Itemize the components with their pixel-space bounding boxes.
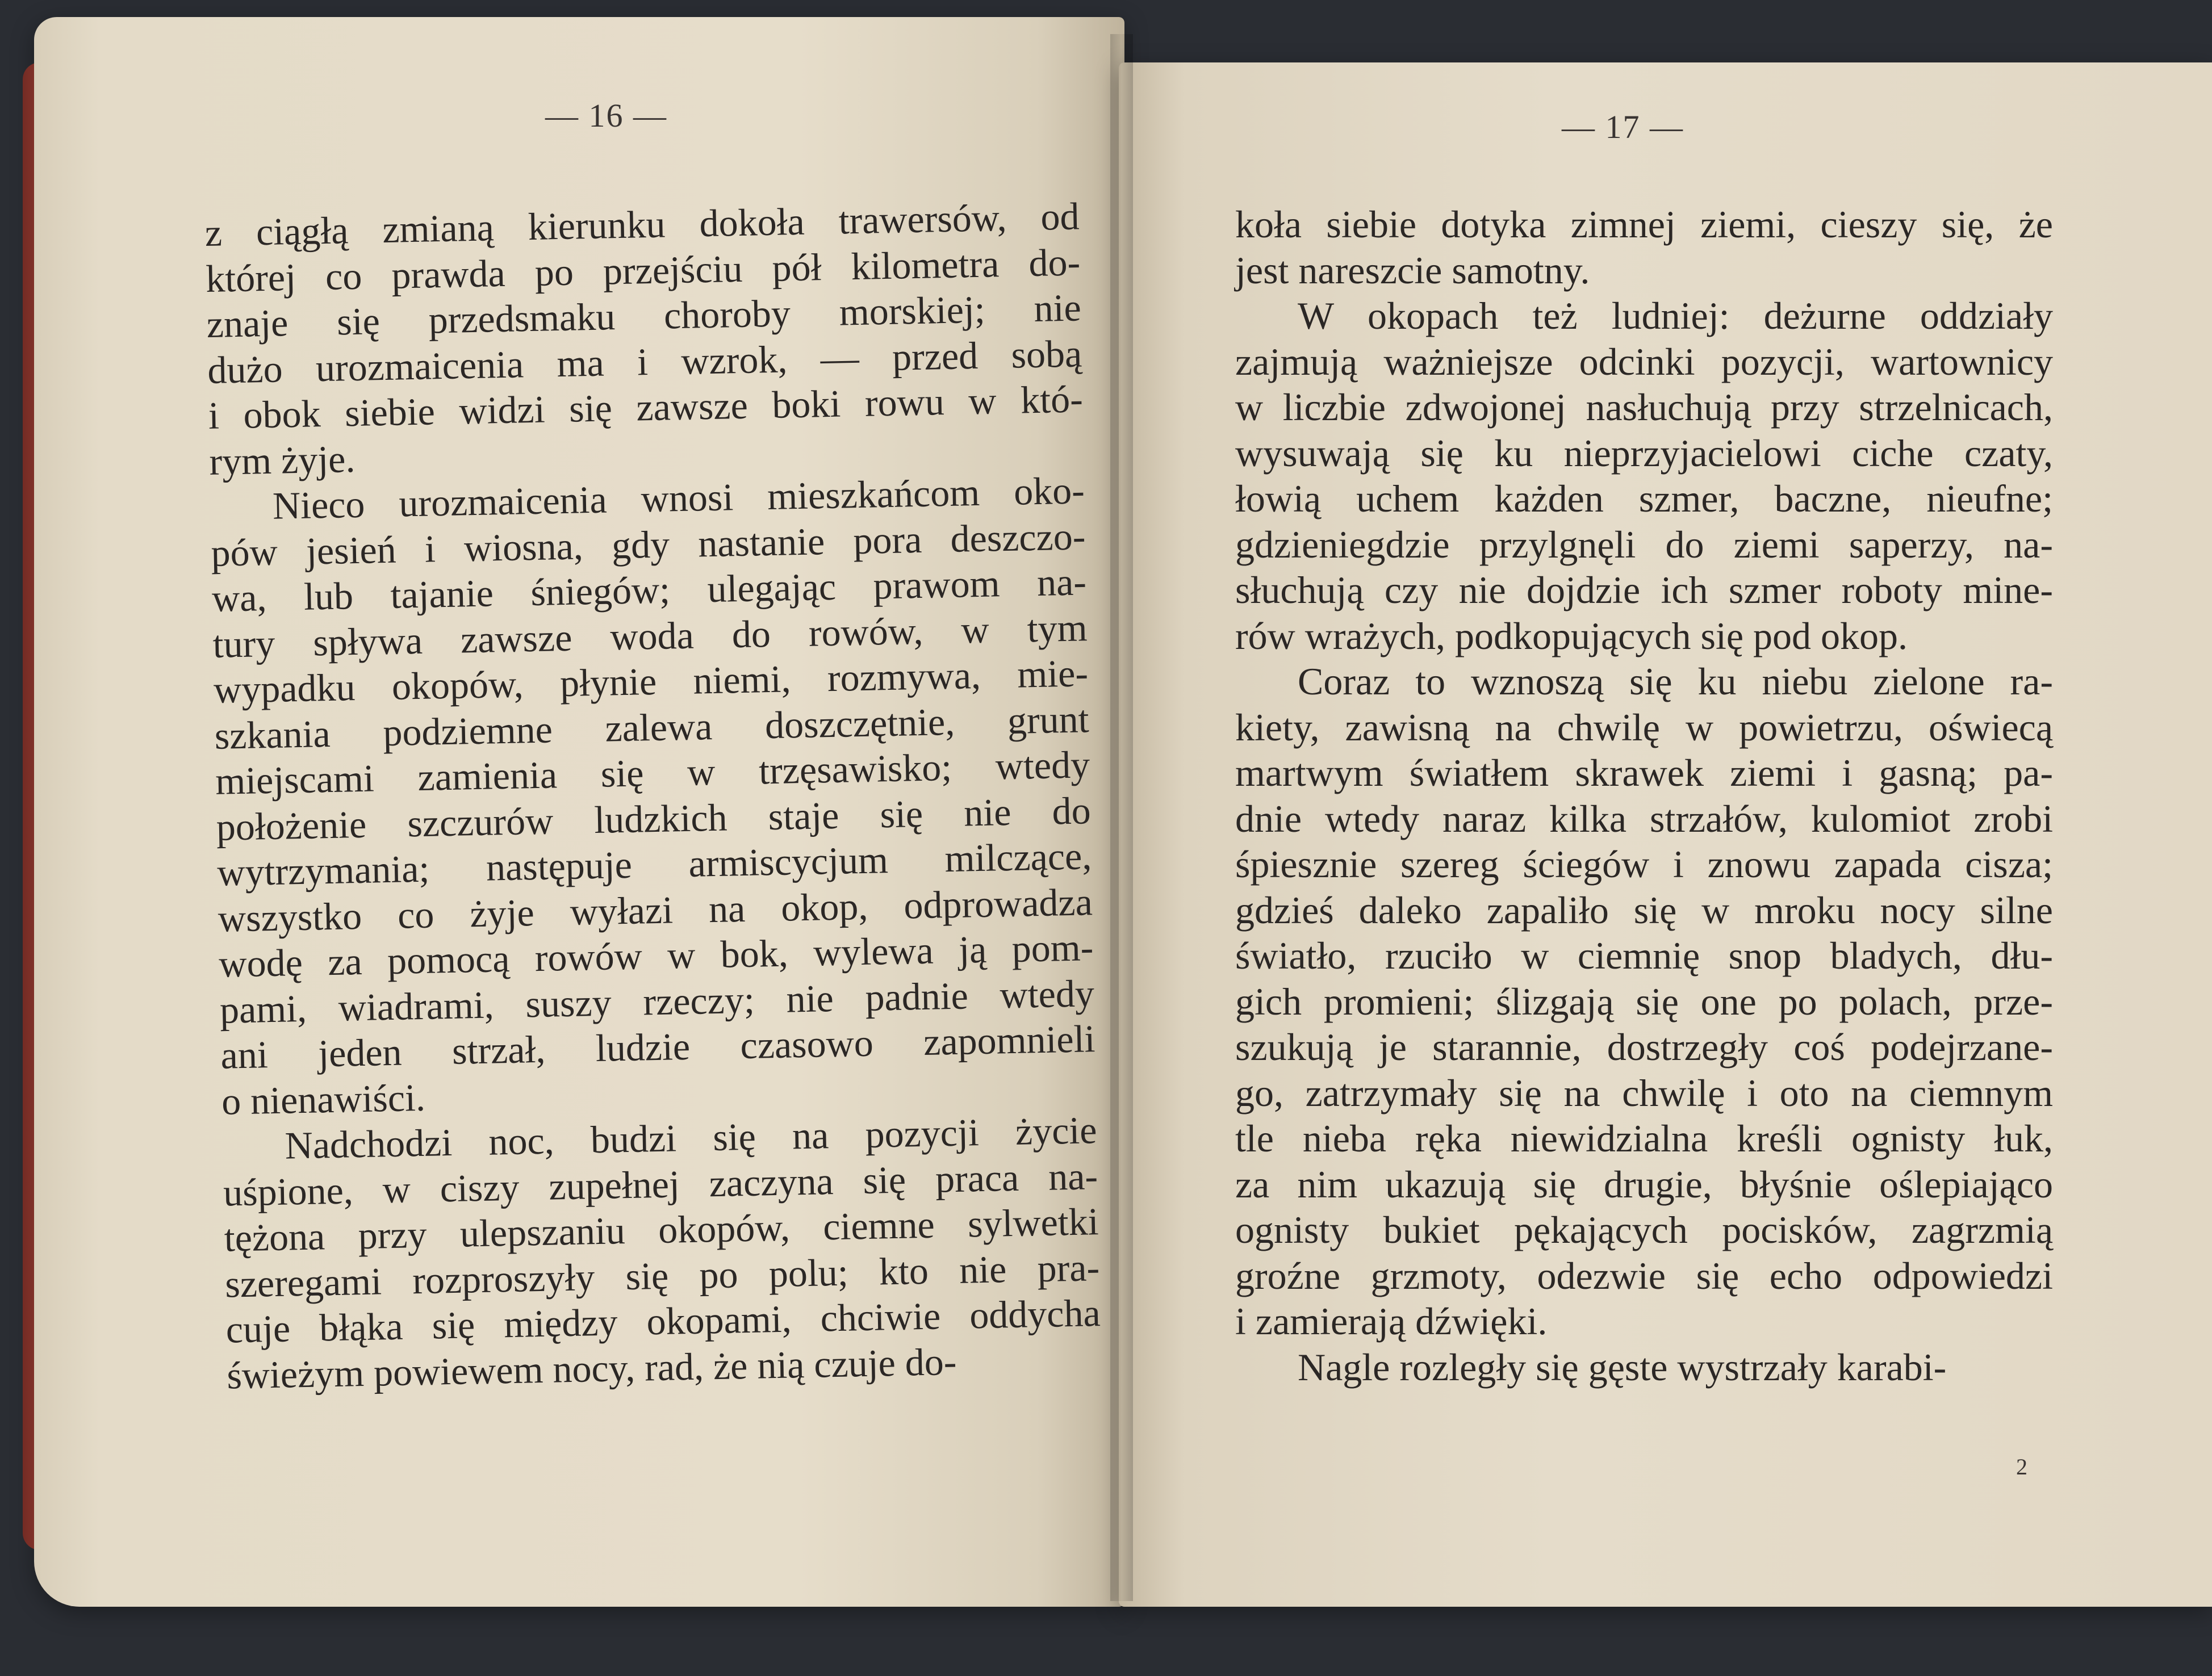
text-line: szkania podziemne zalewa doszczętnie, grunt xyxy=(214,697,1090,757)
text-line: szeregami rozproszyły się po polu; kto nie pra- xyxy=(224,1245,1100,1306)
paragraph xyxy=(204,193,1084,484)
text-line: za nim ukazują się drugie, błyśnie oślepiająco xyxy=(1235,1162,2053,1206)
text-line: tle nieba ręka niewidzialna kreśli ognisty łuk, xyxy=(1235,1117,2053,1160)
text-line: gdzieniegdzie przylgnęli do ziemi saperzy, na- xyxy=(1235,522,2053,566)
left-page-text xyxy=(204,193,1102,1398)
text-line: go, zatrzymały się na chwilę i oto na ciemnym xyxy=(1235,1071,2053,1114)
text-line: świeżym powiewem nocy, rad, że nią czuje do- xyxy=(226,1339,957,1397)
text-line: zajmują ważniejsze odcinki pozycji, wartownicy xyxy=(1235,340,2053,383)
text-line: jest nareszcie samotny. xyxy=(1235,248,1590,292)
paragraph xyxy=(210,467,1096,1124)
text-line: Nadchodzi noc, budzi się na pozycji życie xyxy=(284,1108,1098,1167)
text-line: wa, lub tajanie śniegów; ulegając prawom na- xyxy=(211,560,1087,620)
text-line: wodę za pomocą rowów w bok, wylewa ją pom- xyxy=(218,925,1094,986)
paragraph xyxy=(1235,293,2053,659)
text-line: wysuwają się ku nieprzyjacielowi ciche czaty, xyxy=(1235,431,2053,475)
text-line: światło, rzuciło w ciemnię snop bladych, dłu- xyxy=(1235,934,2053,977)
text-line: ognisty bukiet pękających pocisków, zagrzmią xyxy=(1235,1208,2053,1251)
text-line: położenie szczurów ludzkich staje się nie do xyxy=(216,788,1092,849)
text-line: Nieco urozmaicenia wnosi mieszkańcom oko- xyxy=(272,468,1085,527)
text-line: uśpione, w ciszy zupełnej zaczyna się praca na- xyxy=(223,1154,1098,1214)
text-line: której co prawda po przejściu pół kilometra do- xyxy=(205,240,1081,300)
text-line: pów jesień i wiosna, gdy nastanie pora deszczo- xyxy=(210,514,1086,575)
text-line: kiety, zawisną na chwilę w powietrzu, oświecą xyxy=(1235,705,2053,749)
text-line: z ciągłą zmianą kierunku dokoła trawersów, od xyxy=(204,194,1080,254)
right-page-text xyxy=(1235,202,2053,1390)
left-page xyxy=(34,17,1124,1607)
text-line: wytrzymania; następuje armiscycjum milczące, xyxy=(216,834,1092,894)
text-line: dużo urozmaicenia ma i wzrok, — przed sobą xyxy=(207,331,1082,392)
paragraph xyxy=(1235,1344,2053,1390)
text-line: martwym światłem skrawek ziemi i gasną; pa- xyxy=(1235,751,2053,794)
text-line: W okopach też ludniej: deżurne oddziały xyxy=(1298,294,2053,337)
paragraph xyxy=(1235,202,2053,293)
text-line: rów wrażych, podkopujących się pod okop. xyxy=(1235,614,1908,657)
text-line: znaje się przedsmaku choroby morskiej; nie xyxy=(206,286,1082,346)
paragraph xyxy=(1235,659,2053,1344)
text-line: i zamierają dźwięki. xyxy=(1235,1300,1548,1343)
page-number-left: — 16 — xyxy=(545,97,667,134)
text-line: pami, wiadrami, suszy rzeczy; nie padnie wtedy xyxy=(219,971,1095,1032)
text-line: tury spływa zawsze woda do rowów, w tym xyxy=(212,605,1088,666)
text-line: Nagle rozległy się gęste wystrzały karabi- xyxy=(1298,1345,1947,1389)
text-line: wszystko co żyje wyłazi na okop, odprowadza xyxy=(218,879,1093,940)
text-line: wypadku okopów, płynie niemi, rozmywa, mie- xyxy=(213,651,1089,711)
text-line: gich promieni; ślizgają się one po polach, prze- xyxy=(1235,979,2053,1023)
text-line: gdzieś daleko zapaliło się w mroku nocy silne xyxy=(1235,888,2053,932)
paragraph xyxy=(222,1107,1102,1398)
text-line: ani jeden strzał, ludzie czasowo zapomnieli xyxy=(220,1017,1096,1077)
text-line: i obok siebie widzi się zawsze boki rowu w któ- xyxy=(208,377,1084,437)
text-line: cuje błąka się między okopami, chciwie oddycha xyxy=(225,1291,1101,1351)
text-line: koła siebie dotyka zimnej ziemi, cieszy się, że xyxy=(1235,203,2053,246)
text-line: dnie wtedy naraz kilka strzałów, kulomiot zrobi xyxy=(1235,797,2053,840)
text-line: słuchują czy nie dojdzie ich szmer roboty mine- xyxy=(1235,568,2053,611)
text-line: groźne grzmoty, odezwie się echo odpowiedzi xyxy=(1235,1254,2053,1297)
text-line: Coraz to wznoszą się ku niebu zielone ra- xyxy=(1298,660,2053,703)
signature-mark: 2 xyxy=(2016,1454,2027,1480)
page-number-right: — 17 — xyxy=(1562,108,1684,145)
book-gutter xyxy=(1110,34,1133,1601)
text-line: rym żyje. xyxy=(208,437,356,483)
text-line: miejscami zamienia się w trzęsawisko; wtedy xyxy=(215,743,1090,803)
text-line: w liczbie zdwojonej nasłuchują przy strzelnicach, xyxy=(1235,386,2053,429)
text-line: łowią uchem każden szmer, baczne, nieufne; xyxy=(1235,477,2053,520)
text-line: szukują je starannie, dostrzegły coś podejrzane- xyxy=(1235,1025,2053,1069)
text-line: śpiesznie szereg ściegów i znowu zapada cisza; xyxy=(1235,843,2053,886)
right-page xyxy=(1119,62,2212,1607)
text-line: o nienawiści. xyxy=(221,1075,426,1123)
text-line: tężona przy ulepszaniu okopów, ciemne sylwetki xyxy=(224,1200,1099,1260)
